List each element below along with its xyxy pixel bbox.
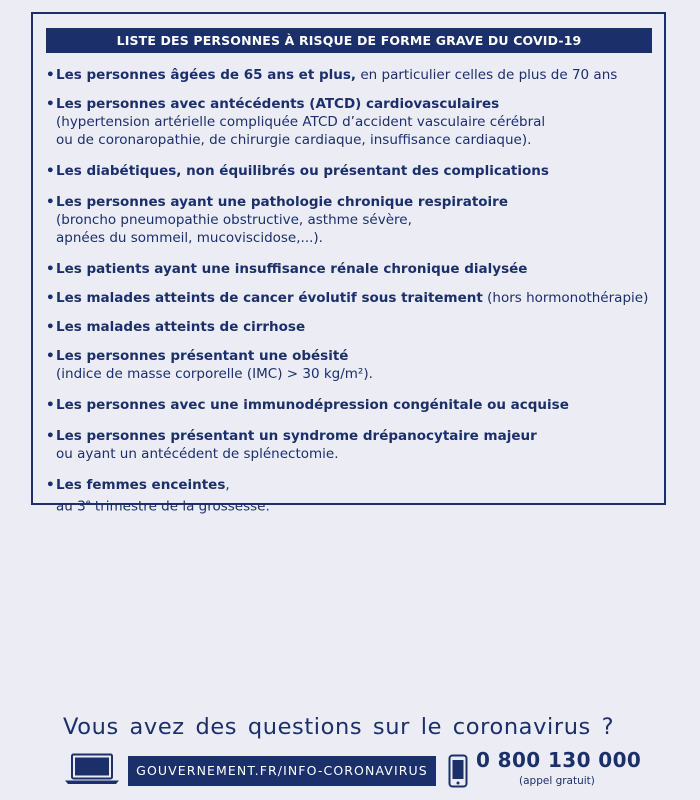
list-item: •Les malades atteints de cancer évolutif sous traitement (hors hormonothérapie) [46,290,649,306]
risk-list [46,66,654,516]
phone-number[interactable]: 0 800 130 000 [476,748,642,772]
smartphone-icon [448,754,468,788]
list-item: •Les personnes avec antécédents (ATCD) cardiovasculaires (hypertension artérielle compliquée ATCD d’accident vasculaire cérébral ou de coronaropathie, de chirurgie cardiaque, insuffisance cardiaque). [46,96,546,148]
list-item: •Les personnes présentant un syndrome drépanocytaire majeur ou ayant un antécédent de splénectomie. [46,428,537,462]
list-item: •Les malades atteints de cirrhose [46,319,306,335]
info-coronavirus-link[interactable]: GOUVERNEMENT.FR/INFO-CORONAVIRUS [128,756,436,786]
laptop-icon [64,753,120,785]
phone-note: (appel gratuit) [519,775,595,787]
list-item: •Les personnes présentant une obésité (indice de masse corporelle (IMC) > 30 kg/m²). [46,348,373,382]
list-item: •Les patients ayant une insuffisance rénale chronique dialysée [46,261,528,277]
risk-list-panel [31,12,666,515]
list-item: •Les diabétiques, non équilibrés ou présentant des complications [46,163,549,179]
footer-question: Vous avez des questions sur le coronavirus ? [63,714,615,740]
list-title-banner: LISTE DES PERSONNES À RISQUE DE FORME GRAVE DU COVID-19 [46,28,652,53]
list-item: •Les personnes âgées de 65 ans et plus, en particulier celles de plus de 70 ans [46,67,618,83]
list-item: •Les personnes avec une immunodépression congénitale ou acquise [46,397,569,413]
list-item: •Les femmes enceintes, au 3e trimestre de la grossesse. [46,477,270,515]
list-item: •Les personnes ayant une pathologie chronique respiratoire (broncho pneumopathie obstructive, asthme sévère, apnées du sommeil, mucoviscidose,...). [46,194,508,246]
